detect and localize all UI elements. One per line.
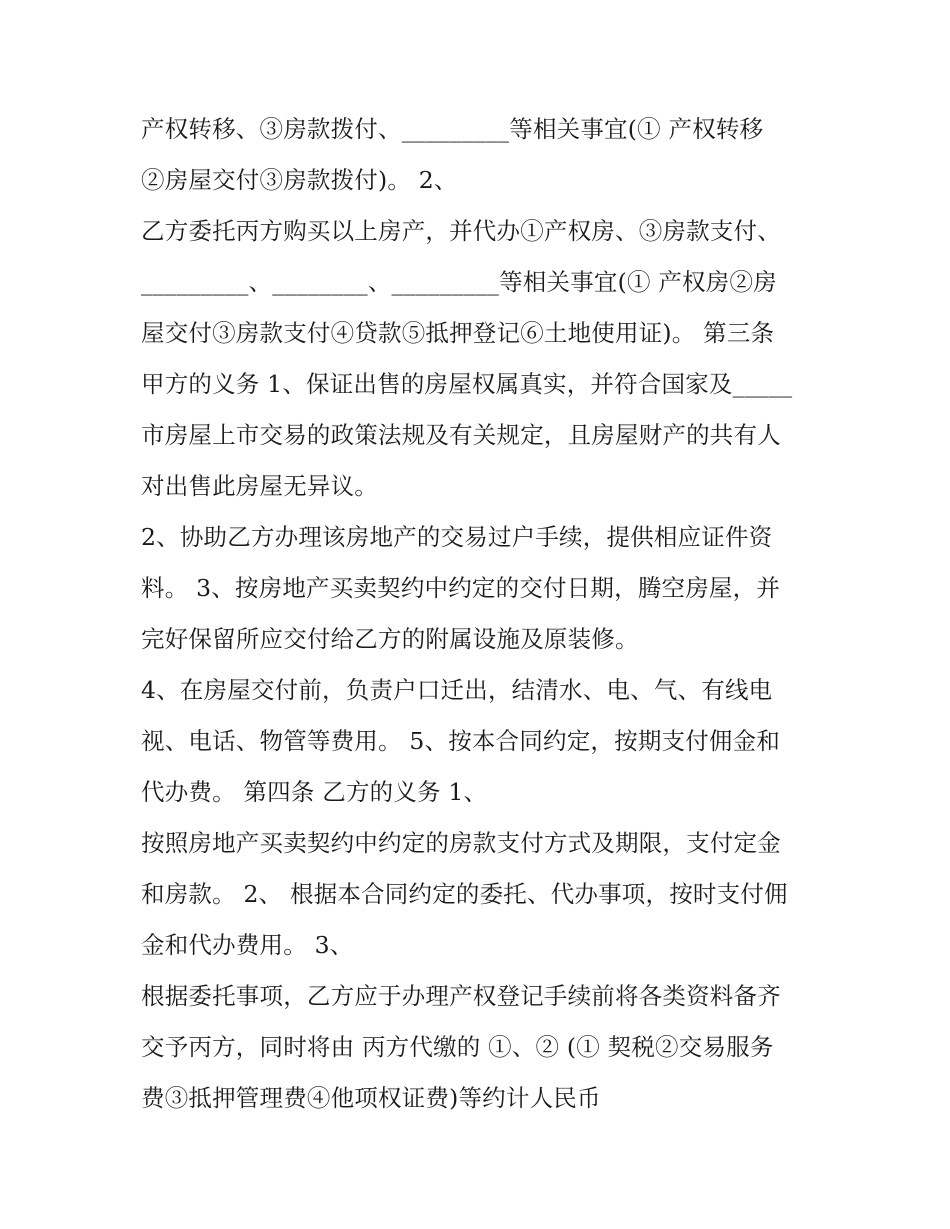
text-line: 和房款。 2、 根据本合同约定的委托、代办事项，按时支付佣 bbox=[141, 880, 788, 908]
text-line: ②房屋交付③房款拨付)。 2、 bbox=[141, 166, 458, 194]
text-line: 产权转移、③房款拨付、_________等相关事宜(① 产权转移 bbox=[141, 115, 764, 143]
text-line: 市房屋上市交易的政策法规及有关规定，且房屋财产的共有人 bbox=[141, 421, 781, 449]
text-line: 2、协助乙方办理该房地产的交易过户手续，提供相应证件资 bbox=[141, 523, 773, 551]
text-line: 根据委托事项，乙方应于办理产权登记手续前将各类资料备齐 bbox=[141, 982, 781, 1010]
text-line: 交予丙方，同时将由 丙方代缴的 ①、② (① 契税②交易服务 bbox=[141, 1033, 774, 1061]
text-line: 视、电话、物管等费用。 5、按本合同约定，按期支付佣金和 bbox=[141, 727, 781, 755]
text-line: 代办费。 第四条 乙方的义务 1、 bbox=[141, 778, 488, 806]
text-line: 对出售此房屋无异议。 bbox=[141, 472, 378, 500]
text-line: 金和代办费用。 3、 bbox=[141, 931, 354, 959]
text-line: 料。 3、按房地产买卖契约中约定的交付日期，腾空房屋，并 bbox=[141, 574, 781, 602]
text-line: 甲方的义务 1、保证出售的房屋权属真实，并符合国家及_____ bbox=[141, 370, 793, 398]
text-line: 费③抵押管理费④他项权证费)等约计人民币 bbox=[141, 1084, 601, 1112]
text-line: 完好保留所应交付给乙方的附属设施及原装修。 bbox=[141, 625, 639, 653]
text-line: 屋交付③房款支付④贷款⑤抵押登记⑥土地使用证)。 第三条 bbox=[141, 319, 775, 347]
text-line: 按照房地产买卖契约中约定的房款支付方式及期限，支付定金 bbox=[141, 829, 781, 857]
contract-text bbox=[141, 104, 821, 1124]
text-line: 4、在房屋交付前，负责户口迁出，结清水、电、气、有线电 bbox=[141, 676, 773, 704]
text-line: _________、________、_________等相关事宜(① 产权房②房 bbox=[141, 268, 777, 296]
text-line: 乙方委托丙方购买以上房产，并代办①产权房、③房款支付、 bbox=[141, 217, 781, 245]
